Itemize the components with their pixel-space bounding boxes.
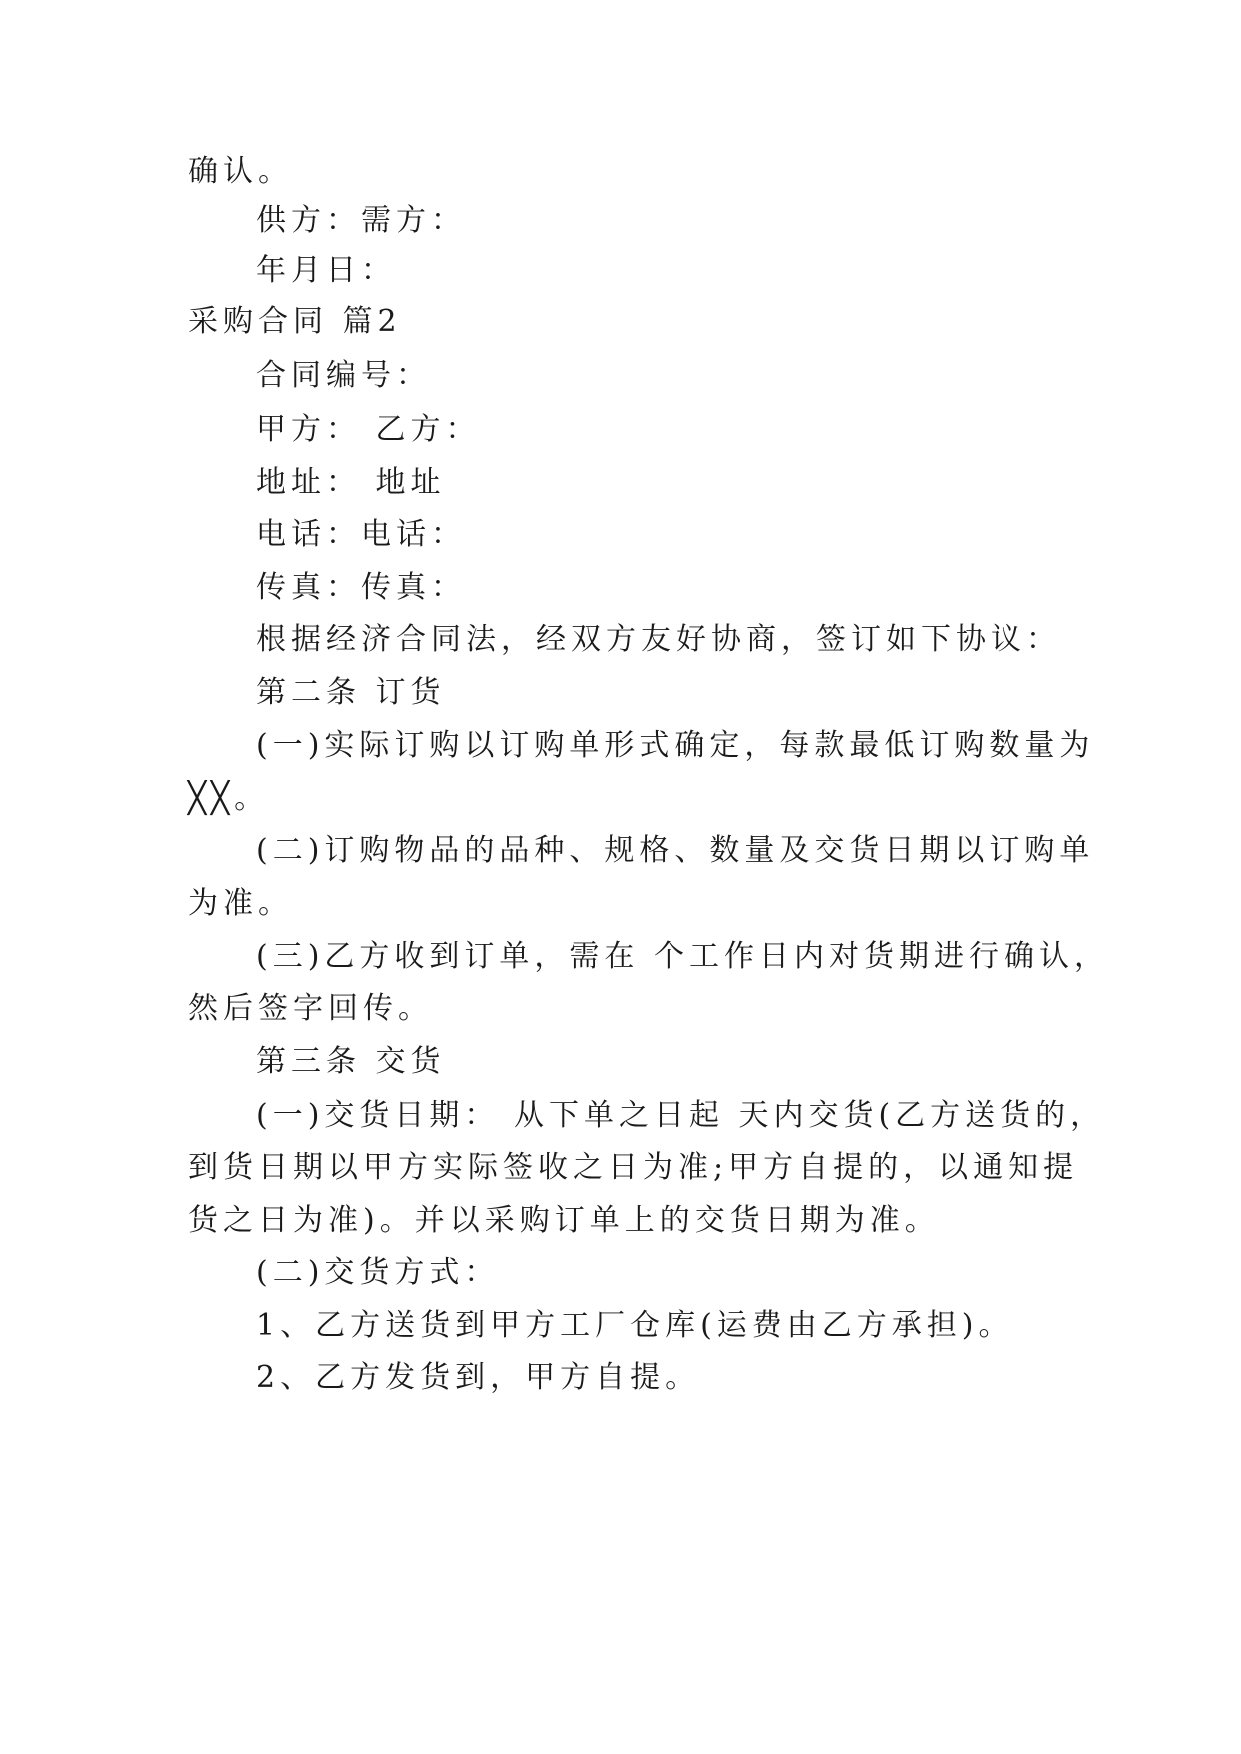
paragraph-line: 合同编号： bbox=[256, 358, 431, 393]
paragraph-line: 地址： 地址 bbox=[256, 465, 446, 500]
paragraph-line: 甲方： 乙方： bbox=[256, 412, 481, 447]
article-heading: 第三条 交货 bbox=[256, 1044, 446, 1079]
paragraph-line: (一)实际订购以订购单形式确定，每款最低订购数量为 bbox=[256, 728, 1095, 763]
paragraph-line: 电话：电话： bbox=[256, 517, 466, 552]
paragraph-line: 供方：需方： bbox=[256, 203, 466, 238]
section-heading: 采购合同 篇2 bbox=[188, 304, 402, 339]
paragraph-line: (二)订购物品的品种、规格、数量及交货日期以订购单 bbox=[256, 833, 1095, 868]
paragraph-line: 货之日为准)。并以采购订单上的交货日期为准。 bbox=[188, 1203, 940, 1238]
paragraph-line: (三)乙方收到订单，需在 个工作日内对货期进行确认， bbox=[256, 939, 1109, 974]
paragraph-line: 根据经济合同法，经双方友好协商，签订如下协议： bbox=[256, 622, 1061, 657]
paragraph-line: 然后签字回传。 bbox=[188, 991, 433, 1026]
article-heading: 第二条 订货 bbox=[256, 675, 446, 710]
paragraph-line: 到货日期以甲方实际签收之日为准;甲方自提的，以通知提 bbox=[188, 1150, 1079, 1185]
paragraph-line: ╳╳。 bbox=[188, 781, 270, 816]
paragraph-line: 2、乙方发货到，甲方自提。 bbox=[256, 1360, 701, 1395]
paragraph-line: 传真：传真： bbox=[256, 570, 466, 605]
paragraph-line: 为准。 bbox=[188, 886, 293, 921]
paragraph-line: (一)交货日期： 从下单之日起 天内交货(乙方送货的， bbox=[256, 1098, 1106, 1133]
paragraph-line: 年月日： bbox=[256, 253, 396, 288]
paragraph-line: 确认。 bbox=[188, 154, 293, 189]
paragraph-line: 1、乙方送货到甲方工厂仓库(运费由乙方承担)。 bbox=[256, 1308, 1014, 1343]
paragraph-line: (二)交货方式： bbox=[256, 1255, 500, 1290]
